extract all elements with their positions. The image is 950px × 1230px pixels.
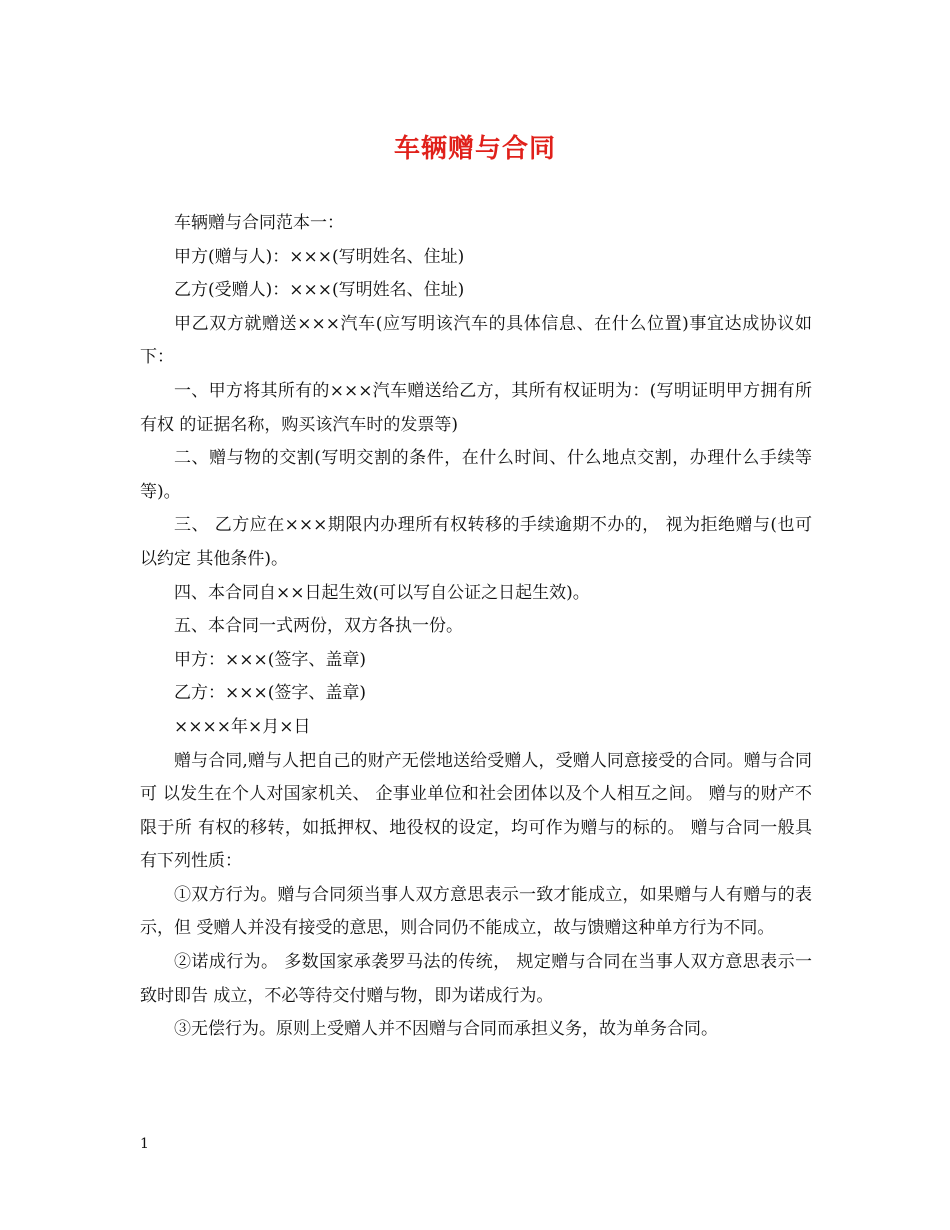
paragraph-property-1: ①双方行为。赠与合同须当事人双方意思表示一致才能成立，如果赠与人有赠与的表示，但 受赠人并没有接受的意思，则合同仍不能成立，故与馈赠这种单方行为不同。 xyxy=(140,884,812,939)
paragraph-property-3: ③无偿行为。原则上受赠人并不因赠与合同而承担义务，故为单务合同。 xyxy=(174,1019,718,1040)
paragraph-signature-b: 乙方：×××(签字、盖章) xyxy=(174,683,366,704)
paragraph-party-a: 甲方(赠与人)：×××(写明姓名、住址) xyxy=(174,246,465,267)
paragraph-clause-2: 二、赠与物的交割(写明交割的条件，在什么时间、什么地点交割，办理什么手续等等)。 xyxy=(140,448,812,502)
page-number: 1 xyxy=(140,1136,149,1152)
paragraph-clause-5: 五、本合同一式两份，双方各执一份。 xyxy=(174,616,463,637)
paragraph-agreement-intro: 甲乙双方就赠送×××汽车(应写明该汽车的具体信息、在什么位置)事宜达成协议如下： xyxy=(140,313,812,368)
paragraph-clause-3: 三、 乙方应在×××期限内办理所有权转移的手续逾期不办的， 视为拒绝赠与(也可以约定 其他条件)。 xyxy=(140,515,812,569)
paragraph-property-2: ②诺成行为。 多数国家承袭罗马法的传统， 规定赠与合同在当事人双方意思表示一致时即告 成立，不必等待交付赠与物，即为诺成行为。 xyxy=(140,952,812,1006)
paragraph-party-b: 乙方(受赠人)：×××(写明姓名、住址) xyxy=(174,280,465,301)
paragraph-date: ××××年×月×日 xyxy=(174,716,311,737)
paragraph-signature-a: 甲方：×××(签字、盖章) xyxy=(174,649,366,670)
paragraph-definition: 赠与合同,赠与人把自己的财产无偿地送给受赠人，受赠人同意接受的合同。赠与合同可 以发生在个人对国家机关、 企事业单位和社会团体以及个人相互之间。 赠与的财产不限于所 有权的移转，如抵押权、地役权的设定，均可作为赠与的标的。 赠与合同一般具有下列性质： xyxy=(140,750,812,872)
document-body xyxy=(140,207,812,1047)
paragraph-clause-1: 一、甲方将其所有的×××汽车赠送给乙方，其所有权证明为：(写明证明甲方拥有所有权 的证据名称，购买该汽车时的发票等) xyxy=(140,380,812,435)
paragraph-clause-4: 四、本合同自××日起生效(可以写自公证之日起生效)。 xyxy=(174,582,590,603)
document-title: 车辆赠与合同 xyxy=(393,134,556,164)
paragraph-template-heading: 车辆赠与合同范本一： xyxy=(174,213,344,233)
